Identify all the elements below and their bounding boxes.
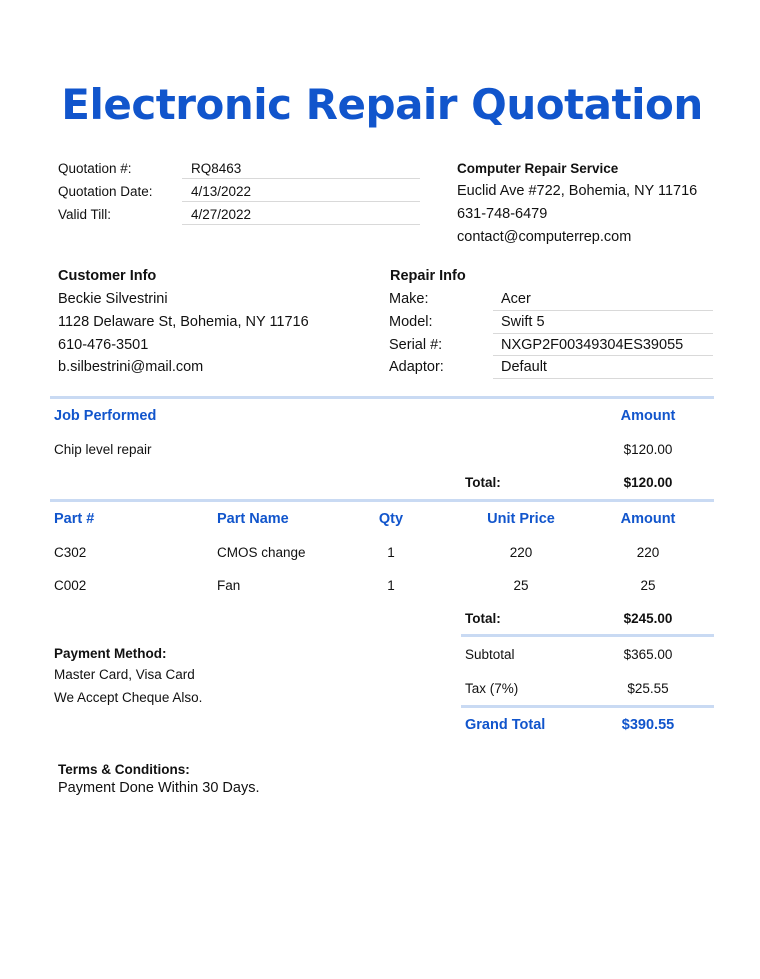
- section-rule: [50, 396, 714, 399]
- part-name-header: Part Name: [217, 511, 289, 527]
- tax-label: Tax (7%): [465, 681, 519, 696]
- terms-text: Payment Done Within 30 Days.: [58, 780, 260, 796]
- customer-email: b.silbestrini@mail.com: [58, 359, 204, 375]
- payment-line-1: Master Card, Visa Card: [54, 667, 195, 682]
- terms-heading: Terms & Conditions:: [58, 762, 190, 777]
- customer-address: 1128 Delaware St, Bohemia, NY 11716: [58, 314, 309, 330]
- part-name: Fan: [217, 578, 241, 593]
- part-amount: 25: [640, 578, 656, 593]
- adaptor-label: Adaptor:: [389, 359, 444, 375]
- job-amount-header: Amount: [620, 408, 676, 424]
- section-rule: [461, 705, 714, 708]
- tax-value: $25.55: [627, 681, 669, 696]
- subtotal-value: $365.00: [623, 647, 673, 662]
- jobs-total-label: Total:: [465, 475, 501, 490]
- part-unit-price: 220: [509, 545, 533, 560]
- subtotal-label: Subtotal: [465, 647, 515, 662]
- section-rule: [50, 499, 714, 502]
- quotation-number: RQ8463: [191, 161, 242, 176]
- grand-total-value: $390.55: [621, 717, 675, 733]
- adaptor-value: Default: [501, 359, 547, 375]
- divider: [182, 201, 420, 202]
- part-number: C302: [54, 545, 87, 560]
- make-value: Acer: [501, 291, 531, 307]
- divider: [493, 310, 713, 311]
- model-value: Swift 5: [501, 314, 545, 330]
- valid-till-label: Valid Till:: [58, 207, 112, 222]
- amount-header: Amount: [620, 511, 676, 527]
- divider: [493, 355, 713, 356]
- jobs-total: $120.00: [623, 475, 673, 490]
- serial-label: Serial #:: [389, 337, 443, 353]
- company-email: contact@computerrep.com: [457, 229, 632, 245]
- quotation-number-label: Quotation #:: [58, 161, 132, 176]
- part-name: CMOS change: [217, 545, 306, 560]
- grand-total-label: Grand Total: [465, 717, 546, 733]
- part-number: C002: [54, 578, 87, 593]
- job-header: Job Performed: [54, 408, 157, 424]
- quotation-date: 4/13/2022: [191, 184, 252, 199]
- parts-total-label: Total:: [465, 611, 501, 626]
- customer-name: Beckie Silvestrini: [58, 291, 168, 307]
- company-name: Computer Repair Service: [457, 161, 619, 176]
- qty-header: Qty: [378, 511, 404, 527]
- divider: [182, 178, 420, 179]
- valid-till: 4/27/2022: [191, 207, 252, 222]
- company-address: Euclid Ave #722, Bohemia, NY 11716: [457, 183, 698, 199]
- part-qty: 1: [387, 578, 395, 593]
- divider: [182, 224, 420, 225]
- job-description: Chip level repair: [54, 442, 152, 457]
- repair-heading: Repair Info: [390, 268, 466, 284]
- customer-heading: Customer Info: [58, 268, 157, 284]
- part-amount: 220: [636, 545, 660, 560]
- model-label: Model:: [389, 314, 433, 330]
- part-qty: 1: [387, 545, 395, 560]
- page-title: Electronic Repair Quotation: [61, 80, 703, 129]
- job-amount: $120.00: [623, 442, 673, 457]
- quotation-date-label: Quotation Date:: [58, 184, 153, 199]
- payment-line-2: We Accept Cheque Also.: [54, 690, 203, 705]
- company-phone: 631-748-6479: [457, 206, 548, 222]
- unit-price-header: Unit Price: [487, 511, 555, 527]
- part-number-header: Part #: [54, 511, 95, 527]
- divider: [493, 333, 713, 334]
- parts-total: $245.00: [623, 611, 673, 626]
- part-unit-price: 25: [513, 578, 529, 593]
- divider: [493, 378, 713, 379]
- make-label: Make:: [389, 291, 429, 307]
- payment-heading: Payment Method:: [54, 646, 167, 661]
- section-rule: [461, 634, 714, 637]
- customer-phone: 610-476-3501: [58, 337, 149, 353]
- serial-value: NXGP2F00349304ES39055: [501, 337, 684, 353]
